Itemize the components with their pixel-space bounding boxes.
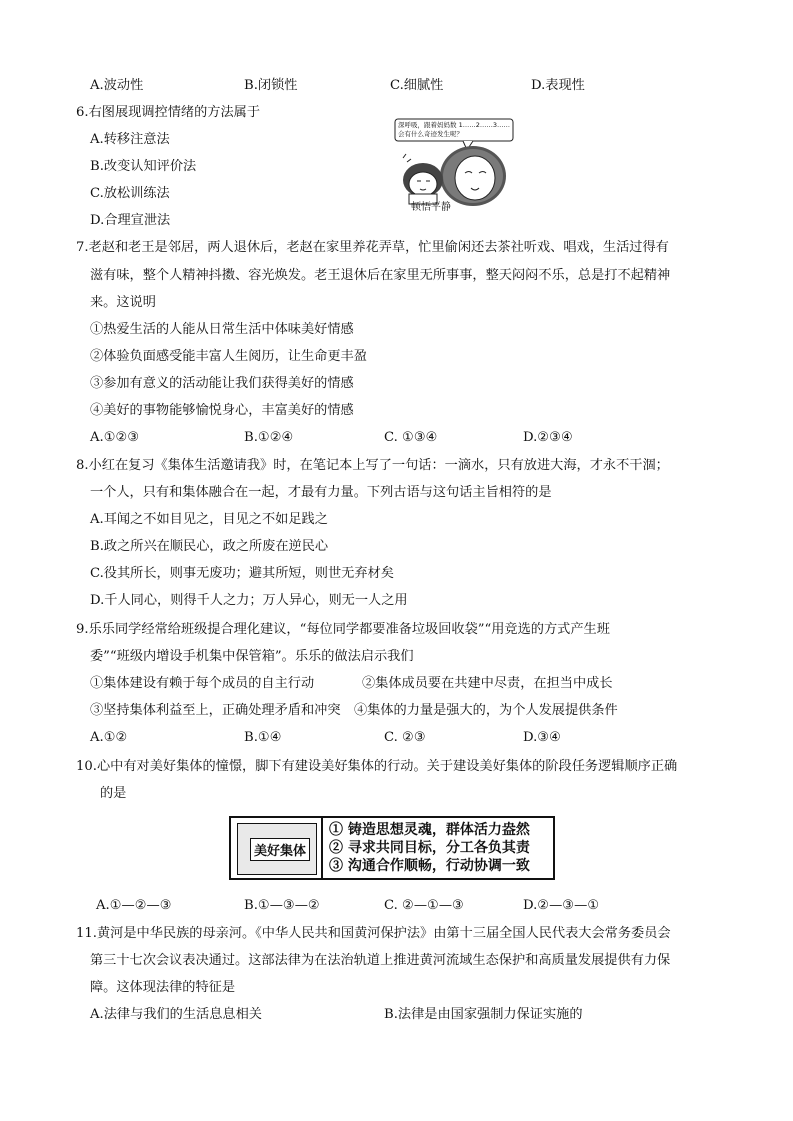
q6-cartoon-speech: 深呼吸，跟着妈妈数 1……2……3……会有什么奇迹发生呢？	[398, 121, 510, 138]
q7-statement-1: ①热爱生活的人能从日常生活中体味美好情感	[90, 322, 354, 337]
q11-stem-line: 11.黄河是中华民族的母亲河。《中华人民共和国黄河保护法》由第十三届全国人民代表大会常务委员会	[76, 926, 671, 941]
q8-stem-line: 8.小红在复习《集体生活邀请我》时，在笔记本上写了一句话：一滴水，只有放进大海，才永不干涸；	[76, 458, 669, 473]
q5-option-b: B.闭锁性	[244, 78, 298, 93]
banner-divider	[321, 818, 323, 878]
q11-option-a: A.法律与我们的生活息息相关	[90, 1007, 262, 1022]
q11-option-b: B.法律是由国家强制力保证实施的	[384, 1007, 583, 1022]
q10-option-c: C. ②—①—③	[384, 898, 464, 913]
q8-option-d: D.千人同心，则得千人之力；万人异心，则无一人之用	[90, 593, 408, 608]
q9-statement-4: ④集体的力量是强大的，为个人发展提供条件	[354, 703, 618, 718]
q9-option-a: A.①②	[90, 730, 128, 745]
q7-stem-line: 7.老赵和老王是邻居，两人退休后，老赵在家里养花弄草，忙里偷闲还去茶社听戏、唱戏，生活过得有	[76, 240, 669, 255]
q6-option-b: B.改变认知评价法	[90, 159, 197, 174]
q7-statement-3: ③参加有意义的活动能让我们获得美好的情感	[90, 376, 354, 391]
q8-stem-line: 一个人，只有和集体融合在一起，才最有力量。下列古语与这句话主旨相符的是	[90, 485, 552, 500]
banner-label: 美好集体	[250, 838, 310, 861]
q10-option-b: B.①—③—②	[244, 898, 320, 913]
q9-stem-line: 9.乐乐同学经常给班级提合理化建议，“每位同学都要准备垃圾回收袋”“用竞选的方式产生班	[76, 622, 610, 637]
q7-option-a: A.①②③	[90, 430, 140, 445]
q11-stem-line: 第三十七次会议表决通过。这部法律为在法治轨道上推进黄河流域生态保护和高质量发展提供有力保	[90, 953, 671, 968]
q6-stem: 6.右图展现调控情绪的方法属于	[76, 105, 261, 120]
q7-option-d: D.②③④	[523, 430, 573, 445]
q6-cartoon	[393, 118, 515, 216]
q7-stem-line: 来。这说明	[90, 295, 156, 310]
banner-item: ② 寻求共同目标，分工各负其责	[329, 840, 530, 856]
q5-option-d: D.表现性	[531, 78, 585, 93]
q10-stem-line: 10.心中有对美好集体的憧憬，脚下有建设美好集体的行动。关于建设美好集体的阶段任务逻辑顺序正确	[76, 759, 678, 774]
q8-option-a: A.耳闻之不如目见之，目见之不如足践之	[90, 512, 328, 527]
q10-banner	[229, 816, 555, 880]
q8-option-b: B.政之所兴在顺民心，政之所废在逆民心	[90, 539, 329, 554]
q10-option-d: D.②—③—①	[523, 898, 600, 913]
q7-option-b: B.①②④	[244, 430, 294, 445]
q9-statement-2: ②集体成员要在共建中尽责，在担当中成长	[362, 676, 613, 691]
banner-item: ③ 沟通合作顺畅，行动协调一致	[329, 858, 530, 874]
q9-statement-1: ①集体建设有赖于每个成员的自主行动	[90, 676, 315, 691]
q9-stem-line: 委”“班级内增设手机集中保管箱”。乐乐的做法启示我们	[90, 649, 414, 664]
q7-stem-line: 滋有味，整个人精神抖擞、容光焕发。老王退休后在家里无所事事，整天闷闷不乐，总是打不起精神	[90, 268, 671, 283]
q9-option-b: B.①④	[244, 730, 282, 745]
q6-option-a: A.转移注意法	[90, 132, 170, 147]
q11-stem-line: 障。这体现法律的特征是	[90, 980, 236, 995]
q10-option-a: A.①—②—③	[96, 898, 172, 913]
q5-option-a: A.波动性	[90, 78, 144, 93]
q5-option-c: C.细腻性	[390, 78, 444, 93]
q6-cartoon-caption: 顿悟平静	[411, 202, 451, 213]
banner-label-box	[237, 823, 317, 875]
q9-option-c: C. ②③	[384, 730, 426, 745]
q8-option-c: C.役其所长，则事无废功；避其所短，则世无弃材矣	[90, 566, 394, 581]
banner-item: ① 铸造思想灵魂，群体活力盎然	[329, 822, 530, 838]
q10-stem-line: 的是	[100, 786, 127, 801]
q9-statement-3: ③坚持集体利益至上，正确处理矛盾和冲突	[90, 703, 341, 718]
q7-option-c: C. ①③④	[384, 430, 438, 445]
q6-option-d: D.合理宣泄法	[90, 213, 171, 228]
q7-statement-4: ④美好的事物能够愉悦身心，丰富美好的情感	[90, 403, 354, 418]
q7-statement-2: ②体验负面感受能丰富人生阅历，让生命更丰盈	[90, 349, 367, 364]
q9-option-d: D.③④	[523, 730, 561, 745]
q6-option-c: C.放松训练法	[90, 186, 170, 201]
